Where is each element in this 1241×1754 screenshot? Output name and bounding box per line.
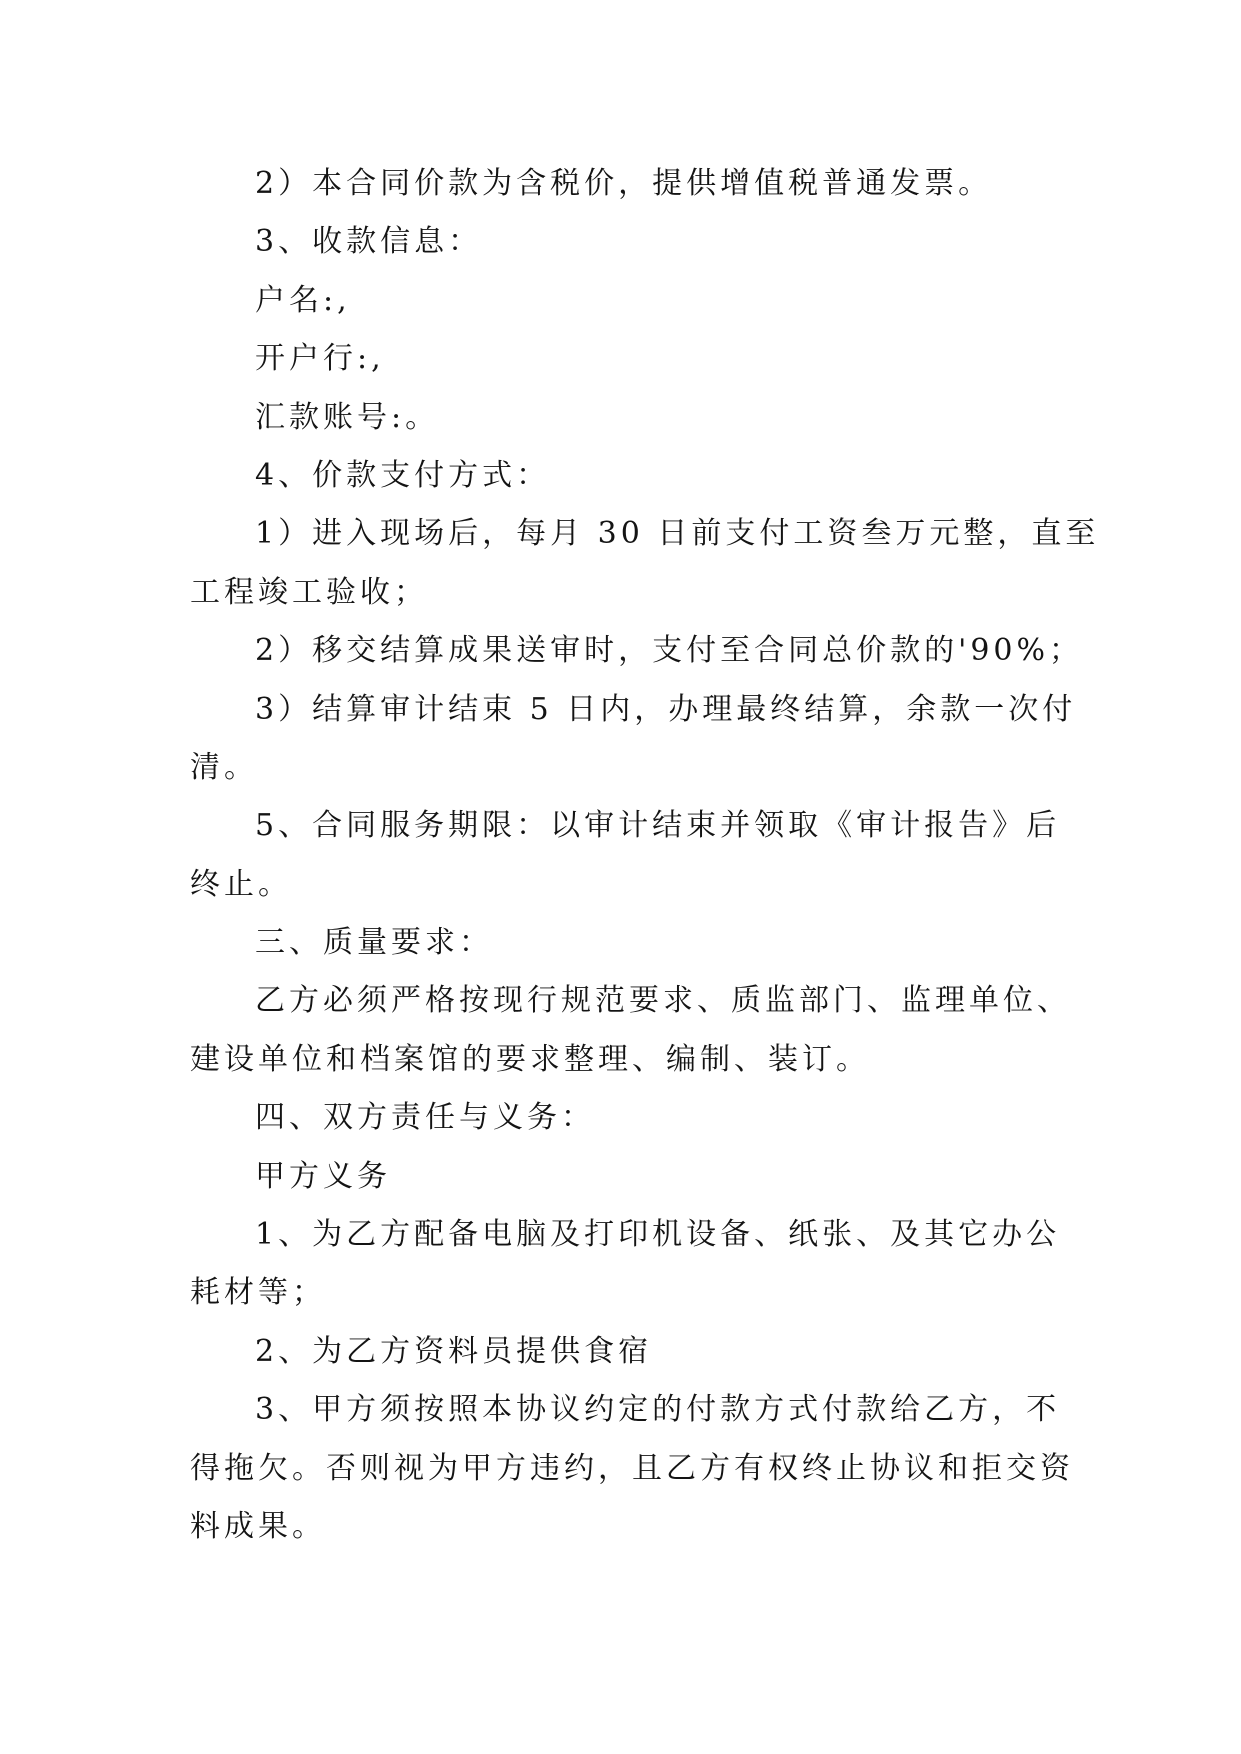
paragraph <box>190 797 1241 914</box>
paragraph-line: 清。 <box>190 749 258 785</box>
paragraph-line: 汇款账号:。 <box>255 399 440 435</box>
paragraph-line: 耗材等； <box>190 1275 326 1311</box>
paragraph-line: 开户行:, <box>255 341 385 377</box>
paragraph <box>190 505 1241 622</box>
paragraph-line: 料成果。 <box>190 1508 326 1544</box>
paragraph <box>190 1206 1241 1323</box>
paragraph-line: 3）结算审计结束 5 日内，办理最终结算，余款一次付 <box>255 691 1077 727</box>
paragraph <box>190 330 1241 388</box>
paragraph-line: 3、收款信息： <box>255 224 483 260</box>
paragraph <box>190 1381 1241 1556</box>
paragraph <box>190 622 1241 680</box>
paragraph <box>190 1323 1241 1381</box>
paragraph-line: 1）进入现场后，每月 30 日前支付工资叁万元整，直至 <box>255 516 1100 552</box>
section-heading <box>190 1089 1241 1147</box>
paragraph <box>190 155 1241 213</box>
paragraph-line: 甲方义务 <box>255 1158 391 1194</box>
paragraph-line: 终止。 <box>190 866 292 902</box>
section-heading <box>190 914 1241 972</box>
paragraph-line: 户名:, <box>255 282 351 318</box>
paragraph-line: 工程竣工验收； <box>190 574 428 610</box>
subsection-heading <box>190 1148 1241 1206</box>
paragraph-line: 得拖欠。否则视为甲方违约，且乙方有权终止协议和拒交资 <box>190 1450 1074 1486</box>
paragraph-line: 1、为乙方配备电脑及打印机设备、纸张、及其它办公 <box>255 1217 1061 1253</box>
paragraph <box>190 972 1241 1089</box>
paragraph-line: 2）移交结算成果送审时，支付至合同总价款的'90%； <box>255 633 1084 669</box>
paragraph-line: 5、合同服务期限：以审计结束并领取《审计报告》后 <box>255 808 1061 844</box>
paragraph-line: 2）本合同价款为含税价，提供增值税普通发票。 <box>255 166 993 201</box>
paragraph-line: 四、双方责任与义务： <box>255 1100 595 1136</box>
paragraph-line: 乙方必须严格按现行规范要求、质监部门、监理单位、 <box>255 983 1071 1019</box>
paragraph-line: 三、质量要求： <box>255 925 493 961</box>
paragraph <box>190 272 1241 330</box>
paragraph-line: 建设单位和档案馆的要求整理、编制、装订。 <box>190 1041 870 1077</box>
paragraph <box>190 447 1241 505</box>
paragraph <box>190 389 1241 447</box>
paragraph-line: 3、甲方须按照本协议约定的付款方式付款给乙方，不 <box>255 1392 1061 1428</box>
paragraph <box>190 681 1241 798</box>
paragraph-line: 2、为乙方资料员提供食宿 <box>255 1333 653 1369</box>
paragraph <box>190 213 1241 271</box>
paragraph-line: 4、价款支付方式： <box>255 457 551 493</box>
